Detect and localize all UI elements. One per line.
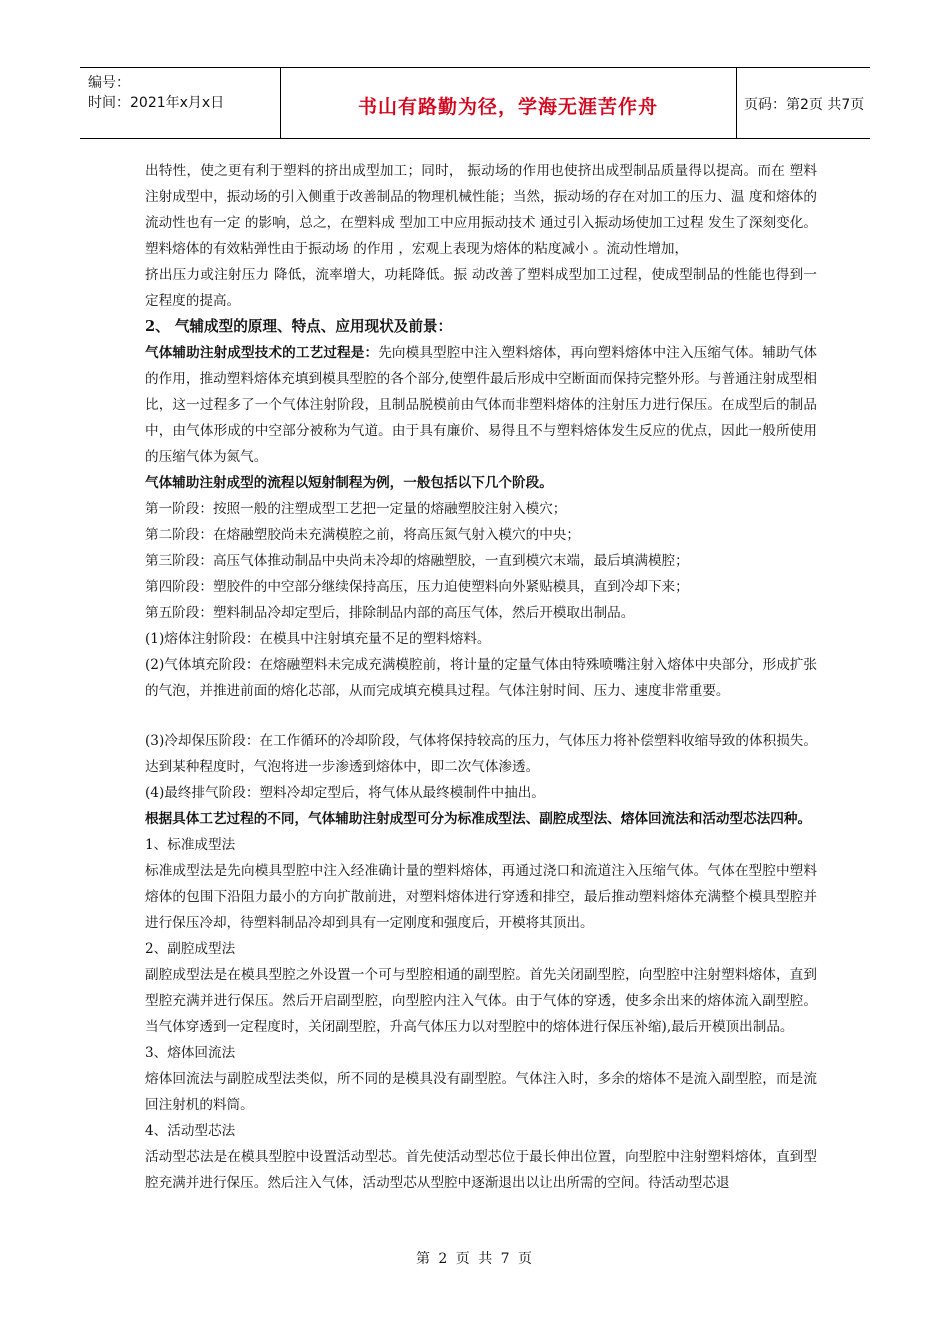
- stage-3: 第三阶段：高压气体推动制品中央尚未冷却的熔融塑胶，一直到模穴末端，最后填满模腔；: [145, 553, 689, 569]
- paragraph-flow-intro: 气体辅助注射成型的流程以短射制程为例，一般包括以下几个阶段。: [145, 475, 553, 491]
- phase-4: (4)最终排气阶段：塑料冷却定型后，将气体从最终模制件中抽出。: [145, 785, 545, 801]
- section-heading-gas-assist: 2、 气辅成型的原理、特点、应用现状及前景：: [145, 318, 453, 335]
- paragraph-vibration-2: 挤出压力或注射压力 降低，流率增大，功耗降低。振 动改善了塑料成型加工过程，使成型制品的性能也得到一定程度的提高。: [145, 267, 817, 309]
- method-1-title: 1、标准成型法: [145, 837, 236, 853]
- gas-process-text: 先向模具型腔中注入塑料熔体，再向塑料熔体中注入压缩气体。辅助气体的作用，推动塑料熔体充填到模具型腔的各个部分,使塑件最后形成中空断面而保持完整外形。与普通注射成型相比，这一过程多了一个气体注射阶段，且制品脱模前由气体而非塑料熔体的注射压力进行保压。在成型后的制品中，由气体形成的中空部分被称为气道。由于具有廉价、易得且不与塑料熔体发生反应的优点，因此一般所使用的压缩气体为氮气。: [145, 345, 817, 465]
- header-motto-cell: [280, 68, 737, 138]
- phase-1: (1)熔体注射阶段：在模具中注射填充量不足的塑料熔料。: [145, 631, 491, 647]
- stage-5: 第五阶段：塑料制品冷却定型后，排除制品内部的高压气体，然后开模取出制品。: [145, 605, 635, 621]
- phase-2: (2)气体填充阶段：在熔融塑料未完成充满模腔前，将计量的定量气体由特殊喷嘴注射入熔体中央部分，形成扩张的气泡，并推进前面的熔化芯部，从而完成填充模具过程。气体注射时间、压力、速度非常重要。: [145, 657, 817, 699]
- gas-process-lead: 气体辅助注射成型技术的工艺过程是：: [145, 345, 379, 361]
- method-2-text: 副腔成型法是在模具型腔之外设置一个可与型腔相通的副型腔。首先关闭副型腔，向型腔中注射塑料熔体，直到型腔充满并进行保压。然后开启副型腔，向型腔内注入气体。由于气体的穿透，使多余出来的熔体流入副型腔。当气体穿透到一定程度时，关闭副型腔，升高气体压力以对型腔中的熔体进行保压补缩),最后开模顶出制品。: [145, 967, 817, 1035]
- document-body: [145, 158, 817, 1196]
- doc-date-label: 时间：2021年x月x日: [88, 95, 225, 111]
- method-3-title: 3、熔体回流法: [145, 1045, 236, 1061]
- blank-line: [145, 704, 817, 728]
- header-motto: 书山有路勤为径，学海无涯苦作舟: [357, 96, 658, 118]
- doc-number-label: 编号：: [88, 75, 130, 91]
- header-meta-cell: [80, 68, 281, 138]
- method-4-title: 4、活动型芯法: [145, 1123, 236, 1139]
- stage-4: 第四阶段：塑胶件的中空部分继续保持高压，压力迫使塑料向外紧贴模具，直到冷却下来；: [145, 579, 689, 595]
- paragraph-methods-intro: 根据具体工艺过程的不同，气体辅助注射成型可分为标准成型法、副腔成型法、熔体回流法和活动型芯法四种。: [145, 811, 812, 827]
- method-1-text: 标准成型法是先向模具型腔中注入经准确计量的塑料熔体，再通过浇口和流道注入压缩气体。气体在型腔中塑料熔体的包围下沿阻力最小的方向扩散前进，对塑料熔体进行穿透和排空，最后推动塑料熔体充满整个模具型腔并进行保压冷却，待塑料制品冷却到具有一定刚度和强度后，开模将其顶出。: [145, 863, 817, 931]
- page-header: [80, 67, 870, 139]
- paragraph-gas-process: [145, 340, 817, 470]
- phase-3: (3)冷却保压阶段：在工作循环的冷却阶段，气体将保持较高的压力，气体压力将补偿塑料收缩导致的体积损失。达到某种程度时，气泡将进一步渗透到熔体中，即二次气体渗透。: [145, 733, 817, 775]
- method-4-text: 活动型芯法是在模具型腔中设置活动型芯。首先使活动型芯位于最长伸出位置，向型腔中注射塑料熔体，直到型腔充满并进行保压。然后注入气体，活动型芯从型腔中逐渐退出以让出所需的空间。待活动型芯退: [145, 1149, 817, 1191]
- stage-2: 第二阶段：在熔融塑胶尚未充满模腔之前，将高压氮气射入模穴的中央；: [145, 527, 580, 543]
- method-3-text: 熔体回流法与副腔成型法类似，所不同的是模具没有副型腔。气体注入时，多余的熔体不是流入副型腔，而是流回注射机的料筒。: [145, 1071, 817, 1113]
- header-page-label: 页码：第2页 共7页: [744, 97, 865, 113]
- header-page-cell: [736, 68, 870, 138]
- paragraph-vibration-1: 出特性，使之更有利于塑料的挤出成型加工；同时， 振动场的作用也使挤出成型制品质量得以提高。而在 塑料注射成型中，振动场的引入侧重于改善制品的物理机械性能；当然，振动场的存在对加工的压力、温 度和熔体的流动性也有一定 的影响，总之，在塑料成 型加工中应用振动技术 通过引入振动场使加工过程 发生了深刻变化。塑料熔体的有效粘弹性由于振动场 的作用 ，宏观上表现为熔体的粘度减小 。流动性增加，: [145, 163, 817, 257]
- stage-1: 第一阶段：按照一般的注塑成型工艺把一定量的熔融塑胶注射入模穴；: [145, 501, 567, 517]
- page-footer: 第 2 页 共 7 页: [415, 1251, 535, 1267]
- method-2-title: 2、副腔成型法: [145, 941, 236, 957]
